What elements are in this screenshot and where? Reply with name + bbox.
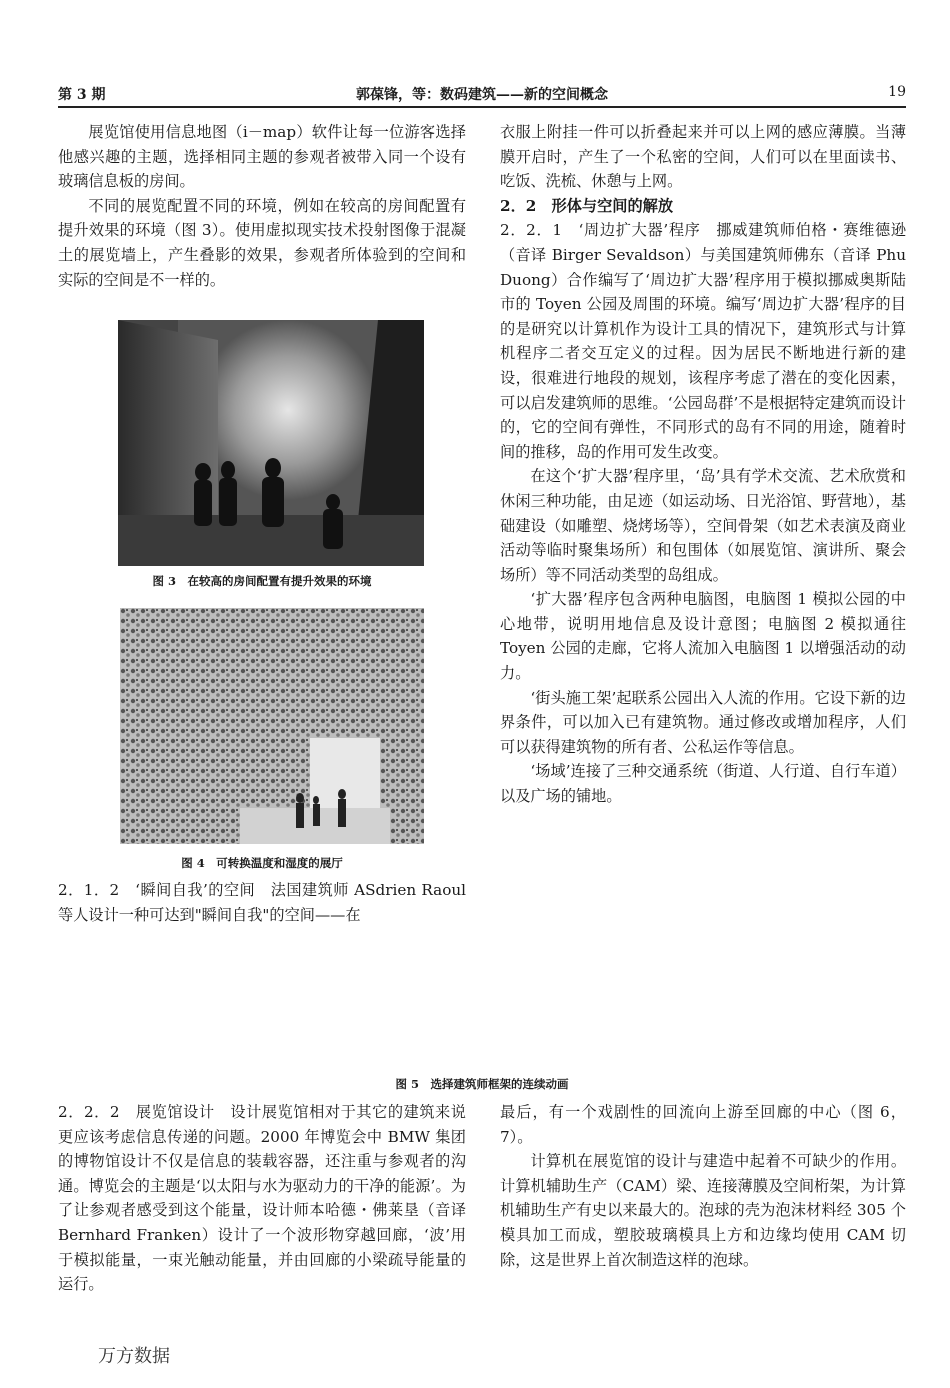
paragraph: 2．2．1 ‘周边扩大器’程序 挪威建筑师伯格・赛维德逊（音译 Birger Sevaldson）与美国建筑师佛东（音译 Phu Duong）合作编写了‘周边扩大器’程序用于模拟挪威奥斯陆市的 Toyen 公园及周围的环境。编写‘周边扩大器’程序的目的是研究以计算机作为设计工具的情况下，建筑形式与计算机程序二者交互定义的过程。因为居民不断地进行新的建设，很难进行地段的规划，该程序考虑了潜在的变化因素，可以启发建筑师的思维。‘公园岛群’不是根据特定建筑而设计的，它的空间有弹性，不同形式的岛有不同的用途，随着时间的推移，岛的作用可发生改变。	[500, 221, 907, 461]
bottom-left-column	[58, 1100, 466, 1297]
section-heading-2-2-2: 2．2．2 展览馆设计	[58, 1103, 215, 1121]
bottom-right-column	[500, 1100, 906, 1272]
figure-3-photo	[118, 320, 424, 566]
section-heading-2-2: 2．2 形体与空间的解放	[500, 196, 674, 215]
right-column-top	[500, 120, 906, 809]
running-title: 郭葆锋，等：数码建筑——新的空间概念	[356, 87, 608, 103]
paragraph: 衣服上附挂一件可以折叠起来并可以上网的感应薄膜。当薄膜开启时，产生了一个私密的空间，人们可以在里面读书、吃饭、洗梳、休憩与上网。	[500, 123, 906, 191]
figure-5-caption: 图 5 选择建筑师框架的连续动画	[395, 1077, 569, 1091]
section-heading-2-1-2: 2．1．2 ‘瞬间自我’的空间	[58, 881, 256, 899]
watermark: 万方数据	[98, 1346, 170, 1367]
paragraph: 展览馆使用信息地图（i－map）软件让每一位游客选择他感兴趣的主题，选择相同主题的参观者被带入同一个设有玻璃信息板的房间。	[58, 123, 466, 191]
figure-4-caption: 图 4 可转换温度和湿度的展厅	[181, 856, 343, 870]
figure-3-caption: 图 3 在较高的房间配置有提升效果的环境	[152, 574, 372, 588]
paragraph: 最后，有一个戏剧性的回流向上游至回廊的中心（图 6，7）。	[500, 1103, 906, 1146]
figure-4-photo	[120, 608, 424, 844]
paragraph: 在这个‘扩大器’程序里，‘岛’具有学术交流、艺术欣赏和休闲三种功能，由足迹（如运动场、日光浴馆、野营地），基础建设（如雕塑、烧烤场等），空间骨架（如艺术表演及商业活动等临时聚集场所）和包围体（如展览馆、演讲所、聚会场所）等不同活动类型的岛组成。	[500, 467, 906, 584]
paragraph: 不同的展览配置不同的环境，例如在较高的房间配置有提升效果的环境（图 3）。使用虚拟现实技术投射图像于混凝土的展览墙上，产生叠影的效果，参观者所体验到的空间和实际的空间是不一样的。	[58, 196, 466, 289]
issue-number: 第 3 期	[58, 87, 106, 103]
paragraph	[58, 878, 466, 927]
section-text: 法国建筑师 ASdrien Raoul 等人设计一种可达到"瞬间自我"的空间——在	[58, 881, 466, 924]
paragraph: 2．2．2 展览馆设计 设计展览馆相对于其它的建筑来说更应该考虑信息传递的问题。2000 年博览会中 BMW 集团的博物馆设计不仅是信息的装载容器，还注重与参观者的沟通。博览会的主题是‘以太阳与水为驱动力的干净的能源’。为了让参观者感受到这个能量，设计师本哈德・佛莱垦（音译 Bernhard Franken）设计了一个波形物穿越回廊，‘波’用于模拟能量，一束光触动能量，并由回廊的小梁疏导能量的运行。	[58, 1103, 466, 1294]
paragraph: 计算机在展览馆的设计与建造中起着不可缺少的作用。计算机辅助生产（CAM）梁、连接薄膜及空间桁架，为计算机辅助生产有史以来最大的。泡球的壳为泡沫材料经 305 个模具加工而成，塑胶玻璃模具上方和边缘均使用 CAM 切除，这是世界上首次制造这样的泡球。	[500, 1152, 906, 1269]
left-column-top	[58, 120, 466, 292]
section-heading-2-2-1: 2．2．1 ‘周边扩大器’程序	[500, 221, 701, 240]
running-header	[58, 82, 906, 108]
left-column-bottom	[58, 878, 466, 927]
page-number: 19	[888, 84, 906, 100]
paragraph: ‘街头施工架’起联系公园出入人流的作用。它设下新的边界条件，可以加入已有建筑物。通过修改或增加程序，人们可以获得建筑物的所有者、公私运作等信息。	[500, 688, 906, 756]
paragraph: ‘场域’连接了三种交通系统（街道、人行道、自行车道）以及广场的铺地。	[500, 762, 906, 806]
paragraph: ‘扩大器’程序包含两种电脑图，电脑图 1 模拟公园的中心地带，说明用地信息及设计意图；电脑图 2 模拟通往 Toyen 公园的走廊，它将人流加入电脑图 1 以增强活动的动力。	[500, 590, 906, 683]
